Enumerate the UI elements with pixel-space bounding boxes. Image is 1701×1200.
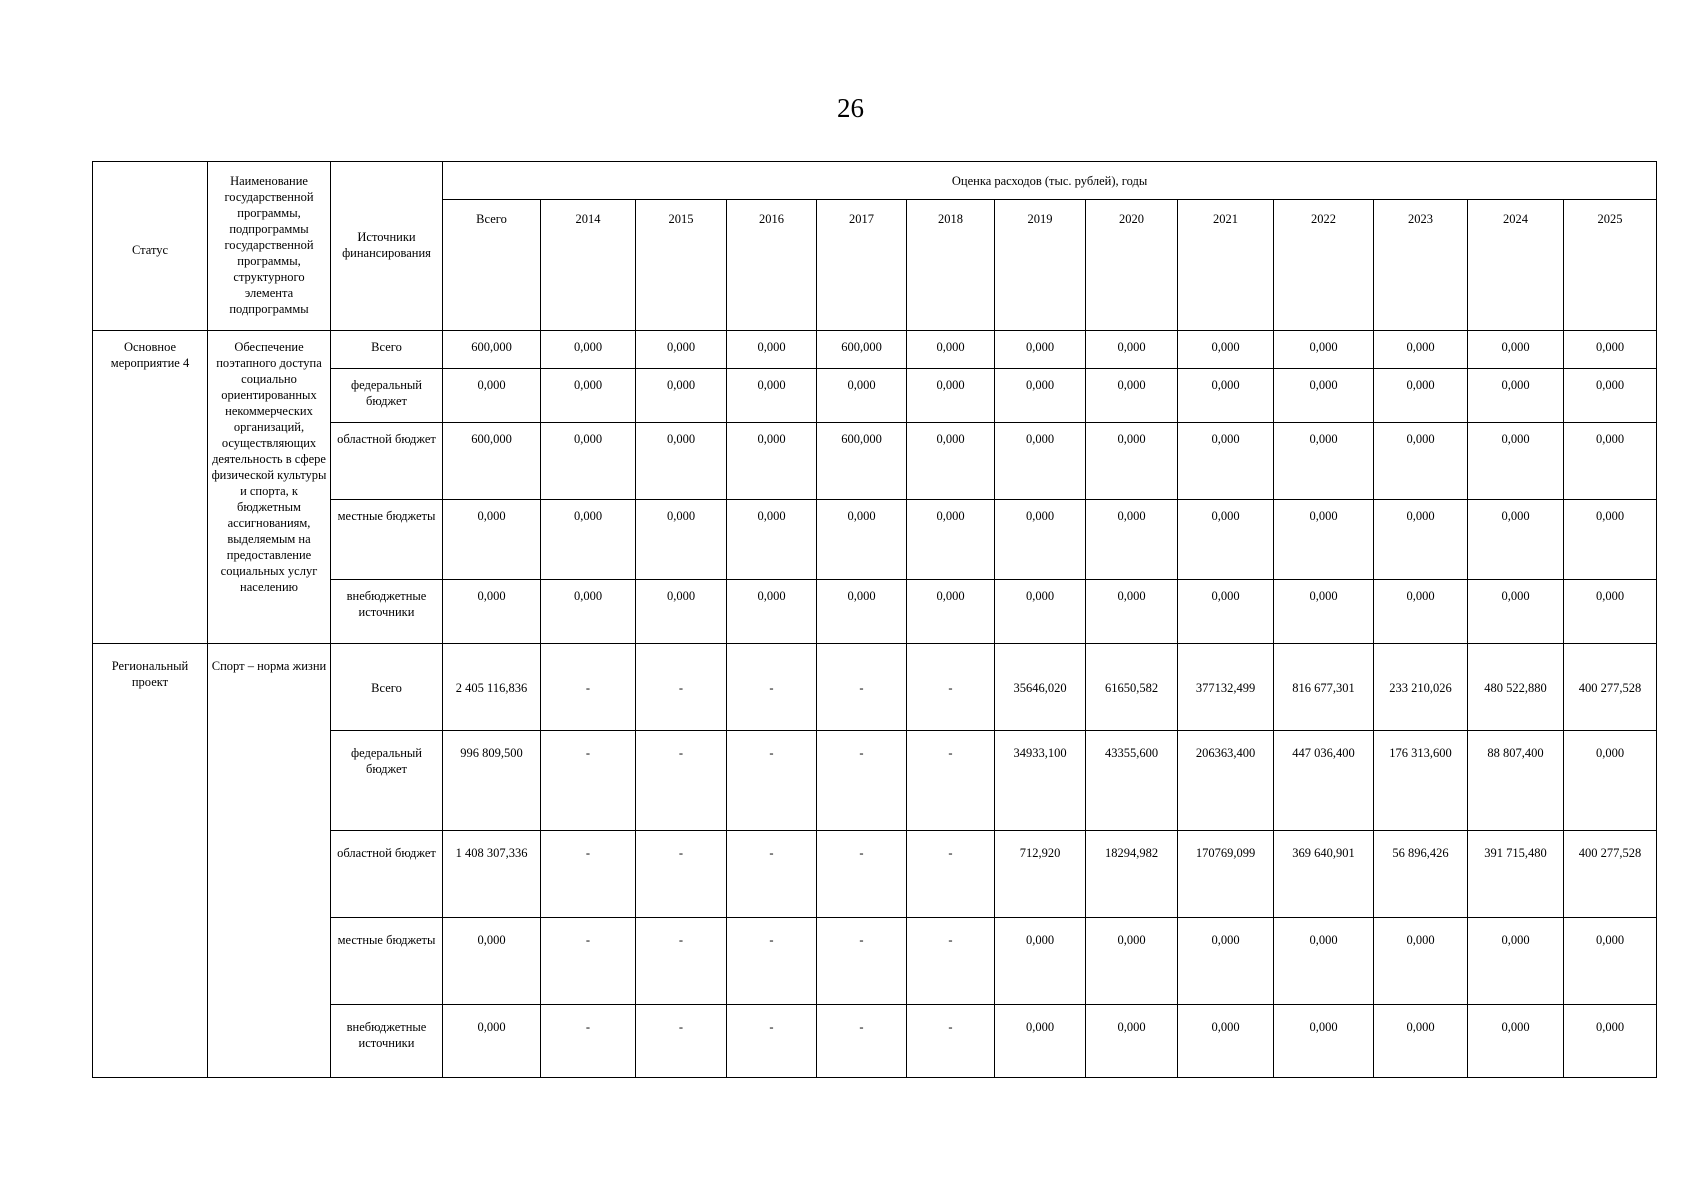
value-cell: - — [907, 731, 995, 831]
value-cell: 0,000 — [541, 331, 636, 369]
value-cell: - — [817, 731, 907, 831]
value-cell: 35646,020 — [995, 644, 1086, 731]
value-cell: 0,000 — [727, 500, 817, 580]
value-cell: 0,000 — [1178, 500, 1274, 580]
value-cell: 0,000 — [541, 580, 636, 644]
value-cell: 206363,400 — [1178, 731, 1274, 831]
value-cell: - — [817, 831, 907, 918]
value-cell: - — [636, 644, 727, 731]
value-cell: 0,000 — [1274, 423, 1374, 500]
value-cell: 0,000 — [1468, 423, 1564, 500]
value-cell: 0,000 — [443, 918, 541, 1005]
value-cell: 0,000 — [1274, 500, 1374, 580]
value-cell: 0,000 — [995, 1005, 1086, 1078]
value-cell: - — [636, 831, 727, 918]
value-cell: 0,000 — [1374, 500, 1468, 580]
value-cell: 233 210,026 — [1374, 644, 1468, 731]
source-cell: федеральный бюджет — [331, 731, 443, 831]
value-cell: 391 715,480 — [1468, 831, 1564, 918]
value-cell: - — [727, 1005, 817, 1078]
value-cell: 0,000 — [1564, 731, 1657, 831]
value-cell: - — [541, 918, 636, 1005]
value-cell: 0,000 — [1374, 423, 1468, 500]
value-cell: - — [541, 731, 636, 831]
value-cell: 176 313,600 — [1374, 731, 1468, 831]
table-row — [93, 644, 1657, 731]
value-cell: 0,000 — [541, 500, 636, 580]
value-cell: 0,000 — [1468, 1005, 1564, 1078]
group-name: Спорт – норма жизни — [208, 644, 331, 1078]
value-cell: 88 807,400 — [1468, 731, 1564, 831]
value-cell: 0,000 — [1564, 423, 1657, 500]
table-row — [93, 331, 1657, 369]
value-cell: 0,000 — [1374, 369, 1468, 423]
source-cell: федеральный бюджет — [331, 369, 443, 423]
value-cell: 0,000 — [1086, 500, 1178, 580]
value-cell: 170769,099 — [1178, 831, 1274, 918]
header-year-cell: 2014 — [541, 200, 636, 331]
value-cell: 0,000 — [1374, 580, 1468, 644]
value-cell: - — [541, 831, 636, 918]
value-cell: - — [817, 644, 907, 731]
value-cell: 0,000 — [1178, 918, 1274, 1005]
value-cell: 0,000 — [1468, 918, 1564, 1005]
value-cell: 43355,600 — [1086, 731, 1178, 831]
page-number: 26 — [837, 93, 864, 123]
value-cell: 0,000 — [1086, 369, 1178, 423]
value-cell: 0,000 — [1086, 331, 1178, 369]
header-year-cell: 2024 — [1468, 200, 1564, 331]
value-cell: 0,000 — [1178, 331, 1274, 369]
value-cell: - — [727, 644, 817, 731]
value-cell: 0,000 — [817, 500, 907, 580]
value-cell: 996 809,500 — [443, 731, 541, 831]
value-cell: 0,000 — [727, 331, 817, 369]
value-cell: 0,000 — [995, 369, 1086, 423]
value-cell: 0,000 — [1374, 331, 1468, 369]
header-sources: Источники финансирования — [331, 162, 443, 331]
value-cell: - — [907, 644, 995, 731]
value-cell: 0,000 — [1564, 369, 1657, 423]
header-year-cell: 2022 — [1274, 200, 1374, 331]
value-cell: 0,000 — [1564, 580, 1657, 644]
expenses-table — [92, 161, 1657, 1078]
value-cell: 0,000 — [995, 423, 1086, 500]
value-cell: 0,000 — [817, 369, 907, 423]
value-cell: 369 640,901 — [1274, 831, 1374, 918]
value-cell: 600,000 — [817, 423, 907, 500]
header-year-cell: Всего — [443, 200, 541, 331]
table-body — [93, 162, 1657, 1078]
value-cell: 56 896,426 — [1374, 831, 1468, 918]
header-year-cell: 2023 — [1374, 200, 1468, 331]
value-cell: 447 036,400 — [1274, 731, 1374, 831]
value-cell: 0,000 — [1468, 500, 1564, 580]
value-cell: - — [727, 731, 817, 831]
value-cell: 0,000 — [443, 580, 541, 644]
value-cell: 0,000 — [1086, 580, 1178, 644]
value-cell: 0,000 — [636, 580, 727, 644]
value-cell: 0,000 — [1178, 423, 1274, 500]
header-year-cell: 2015 — [636, 200, 727, 331]
value-cell: 0,000 — [541, 369, 636, 423]
header-year-cell: 2019 — [995, 200, 1086, 331]
value-cell: 0,000 — [907, 500, 995, 580]
header-row-top — [93, 162, 1657, 200]
header-year-cell: 2018 — [907, 200, 995, 331]
source-cell: внебюджетные источники — [331, 1005, 443, 1078]
value-cell: 0,000 — [1468, 331, 1564, 369]
source-cell: местные бюджеты — [331, 918, 443, 1005]
value-cell: 600,000 — [443, 423, 541, 500]
value-cell: 600,000 — [443, 331, 541, 369]
group-status: Региональный проект — [93, 644, 208, 1078]
value-cell: 2 405 116,836 — [443, 644, 541, 731]
value-cell: 0,000 — [727, 580, 817, 644]
value-cell: 0,000 — [1274, 580, 1374, 644]
value-cell: 480 522,880 — [1468, 644, 1564, 731]
source-cell: Всего — [331, 331, 443, 369]
value-cell: - — [636, 731, 727, 831]
source-cell: внебюджетные источники — [331, 580, 443, 644]
value-cell: - — [907, 1005, 995, 1078]
value-cell: 0,000 — [443, 500, 541, 580]
value-cell: 34933,100 — [995, 731, 1086, 831]
value-cell: - — [817, 918, 907, 1005]
value-cell: 0,000 — [1086, 918, 1178, 1005]
source-cell: областной бюджет — [331, 831, 443, 918]
value-cell: 0,000 — [817, 580, 907, 644]
value-cell: 0,000 — [1274, 1005, 1374, 1078]
value-cell: 61650,582 — [1086, 644, 1178, 731]
header-year-cell: 2017 — [817, 200, 907, 331]
value-cell: 0,000 — [907, 580, 995, 644]
value-cell: - — [541, 1005, 636, 1078]
group-name: Обеспечение поэтапного доступа социально ориентированных некоммерческих организаций, осуществляющих деятельность в сфере физической культуры и спорта, к бюджетным ассигнованиям, выделяемым на предоставление социальных услуг населению — [208, 331, 331, 644]
value-cell: 0,000 — [636, 331, 727, 369]
header-year-cell: 2020 — [1086, 200, 1178, 331]
value-cell: 0,000 — [1374, 918, 1468, 1005]
value-cell: 0,000 — [1564, 500, 1657, 580]
value-cell: 0,000 — [636, 423, 727, 500]
source-cell: местные бюджеты — [331, 500, 443, 580]
header-name: Наименование государственной программы, подпрограммы государственной программы, структурного элемента подпрограммы — [208, 162, 331, 331]
value-cell: 0,000 — [443, 1005, 541, 1078]
header-year-cell: 2021 — [1178, 200, 1274, 331]
value-cell: 0,000 — [727, 369, 817, 423]
value-cell: 0,000 — [636, 500, 727, 580]
value-cell: 0,000 — [727, 423, 817, 500]
value-cell: 0,000 — [541, 423, 636, 500]
value-cell: - — [727, 918, 817, 1005]
value-cell: 0,000 — [907, 369, 995, 423]
value-cell: 0,000 — [1178, 1005, 1274, 1078]
value-cell: 0,000 — [995, 500, 1086, 580]
value-cell: 0,000 — [1468, 369, 1564, 423]
header-year-cell: 2025 — [1564, 200, 1657, 331]
source-cell: областной бюджет — [331, 423, 443, 500]
value-cell: 0,000 — [907, 331, 995, 369]
source-cell: Всего — [331, 644, 443, 731]
value-cell: 1 408 307,336 — [443, 831, 541, 918]
value-cell: - — [636, 1005, 727, 1078]
value-cell: - — [636, 918, 727, 1005]
value-cell: 0,000 — [443, 369, 541, 423]
value-cell: 0,000 — [1274, 918, 1374, 1005]
value-cell: 0,000 — [995, 331, 1086, 369]
value-cell: 0,000 — [995, 918, 1086, 1005]
value-cell: 0,000 — [1086, 1005, 1178, 1078]
value-cell: 0,000 — [1274, 369, 1374, 423]
value-cell: 18294,982 — [1086, 831, 1178, 918]
value-cell: 600,000 — [817, 331, 907, 369]
value-cell: - — [907, 831, 995, 918]
value-cell: 0,000 — [1564, 918, 1657, 1005]
value-cell: 0,000 — [1468, 580, 1564, 644]
value-cell: - — [907, 918, 995, 1005]
header-status: Статус — [93, 162, 208, 331]
value-cell: 0,000 — [1374, 1005, 1468, 1078]
value-cell: 0,000 — [1178, 369, 1274, 423]
header-estimate: Оценка расходов (тыс. рублей), годы — [443, 162, 1657, 200]
value-cell: 816 677,301 — [1274, 644, 1374, 731]
value-cell: 0,000 — [636, 369, 727, 423]
value-cell: 400 277,528 — [1564, 831, 1657, 918]
value-cell: - — [727, 831, 817, 918]
value-cell: 712,920 — [995, 831, 1086, 918]
header-year-cell: 2016 — [727, 200, 817, 331]
value-cell: 377132,499 — [1178, 644, 1274, 731]
value-cell: 0,000 — [1564, 1005, 1657, 1078]
value-cell: 0,000 — [1564, 331, 1657, 369]
value-cell: 0,000 — [1086, 423, 1178, 500]
value-cell: 0,000 — [907, 423, 995, 500]
value-cell: 400 277,528 — [1564, 644, 1657, 731]
value-cell: 0,000 — [1274, 331, 1374, 369]
group-status: Основное мероприятие 4 — [93, 331, 208, 644]
value-cell: - — [541, 644, 636, 731]
value-cell: 0,000 — [1178, 580, 1274, 644]
value-cell: 0,000 — [995, 580, 1086, 644]
value-cell: - — [817, 1005, 907, 1078]
